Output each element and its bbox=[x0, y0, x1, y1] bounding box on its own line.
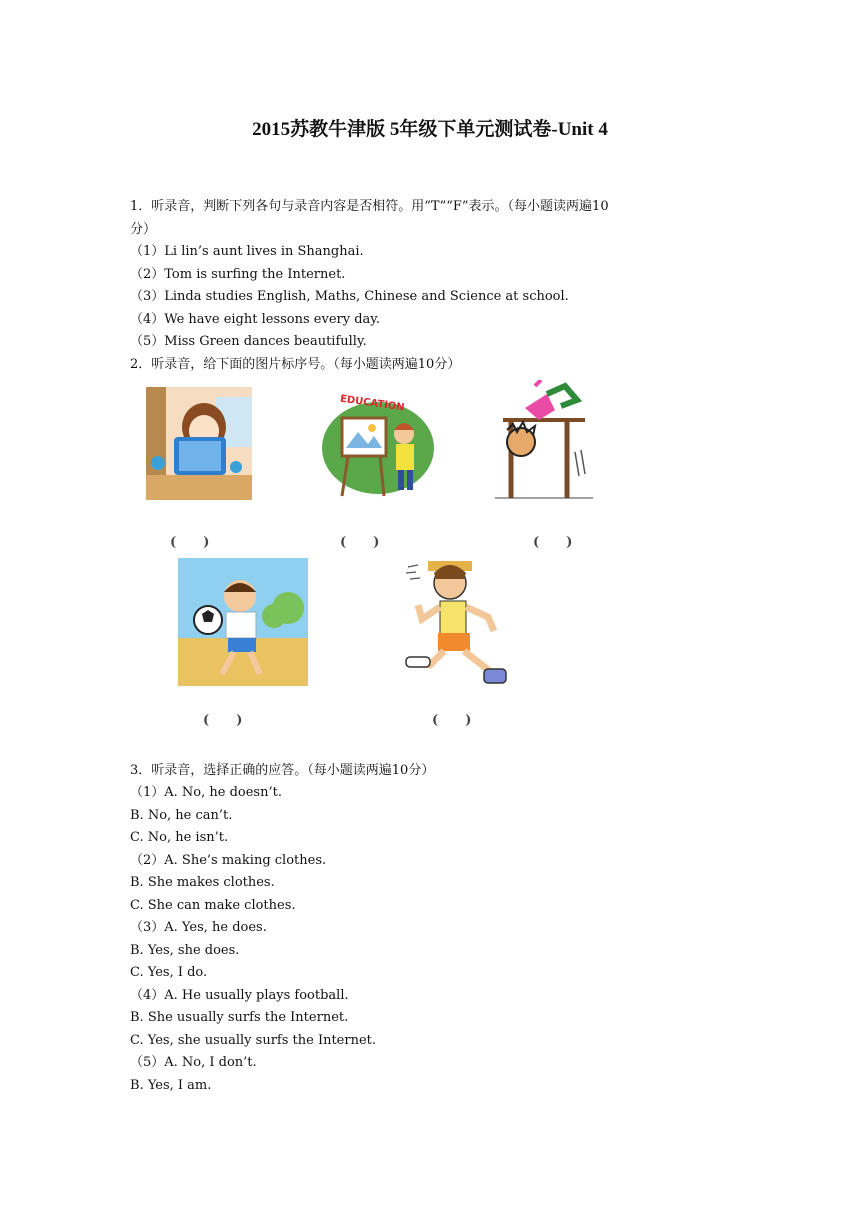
girl-at-computer-picture bbox=[146, 387, 252, 500]
section3-line: B. Yes, she does. bbox=[130, 943, 240, 958]
page-title: 2015苏教牛津版 5年级下单元测试卷-Unit 4 bbox=[252, 119, 608, 140]
section3-line: （1）A. No, he doesn’t. bbox=[130, 785, 282, 800]
section3-line: （4）A. He usually plays football. bbox=[130, 988, 349, 1003]
boy-running-picture bbox=[404, 557, 508, 689]
boy-painting-education-picture bbox=[322, 388, 438, 499]
section1-heading-continued: 分） bbox=[130, 222, 157, 237]
picture-3-answer-blank[interactable]: ( ) bbox=[533, 535, 573, 550]
high-jump-picture bbox=[495, 380, 593, 500]
section1-item-5: （5）Miss Green dances beautifully. bbox=[130, 334, 367, 349]
section3-line: B. Yes, I am. bbox=[130, 1078, 212, 1093]
picture-4-answer-blank[interactable]: ( ) bbox=[203, 713, 243, 728]
section3-line: B. She usually surfs the Internet. bbox=[130, 1010, 349, 1025]
picture-5-answer-blank[interactable]: ( ) bbox=[432, 713, 472, 728]
section3-line: C. No, he isn’t. bbox=[130, 830, 229, 845]
boy-playing-football-picture bbox=[178, 558, 308, 686]
section3-line: B. She makes clothes. bbox=[130, 875, 275, 890]
section1-item-2: （2）Tom is surfing the Internet. bbox=[130, 267, 346, 282]
picture-2-answer-blank[interactable]: ( ) bbox=[340, 535, 380, 550]
picture-1-answer-blank[interactable]: ( ) bbox=[170, 535, 210, 550]
education-sign-text: EDUCATION bbox=[339, 393, 406, 414]
section3-line: （2）A. She’s making clothes. bbox=[130, 853, 327, 868]
section1-heading: 1．听录音，判断下列各句与录音内容是否相符。用“T”“F”表示。（每小题读两遍10 bbox=[130, 199, 609, 214]
section2-heading: 2．听录音，给下面的图片标序号。（每小题读两遍10分） bbox=[130, 357, 461, 372]
section3-line: C. She can make clothes. bbox=[130, 898, 296, 913]
section1-item-1: （1）Li lin’s aunt lives in Shanghai. bbox=[130, 244, 364, 259]
section3-line: C. Yes, I do. bbox=[130, 965, 208, 980]
section3-line: （5）A. No, I don’t. bbox=[130, 1055, 257, 1070]
section3-heading: 3．听录音，选择正确的应答。（每小题读两遍10分） bbox=[130, 763, 435, 778]
section3-line: B. No, he can’t. bbox=[130, 808, 233, 823]
section1-item-3: （3）Linda studies English, Maths, Chinese and Science at school. bbox=[130, 289, 569, 304]
section1-item-4: （4）We have eight lessons every day. bbox=[130, 312, 381, 327]
section3-line: （3）A. Yes, he does. bbox=[130, 920, 267, 935]
section3-line: C. Yes, she usually surfs the Internet. bbox=[130, 1033, 377, 1048]
